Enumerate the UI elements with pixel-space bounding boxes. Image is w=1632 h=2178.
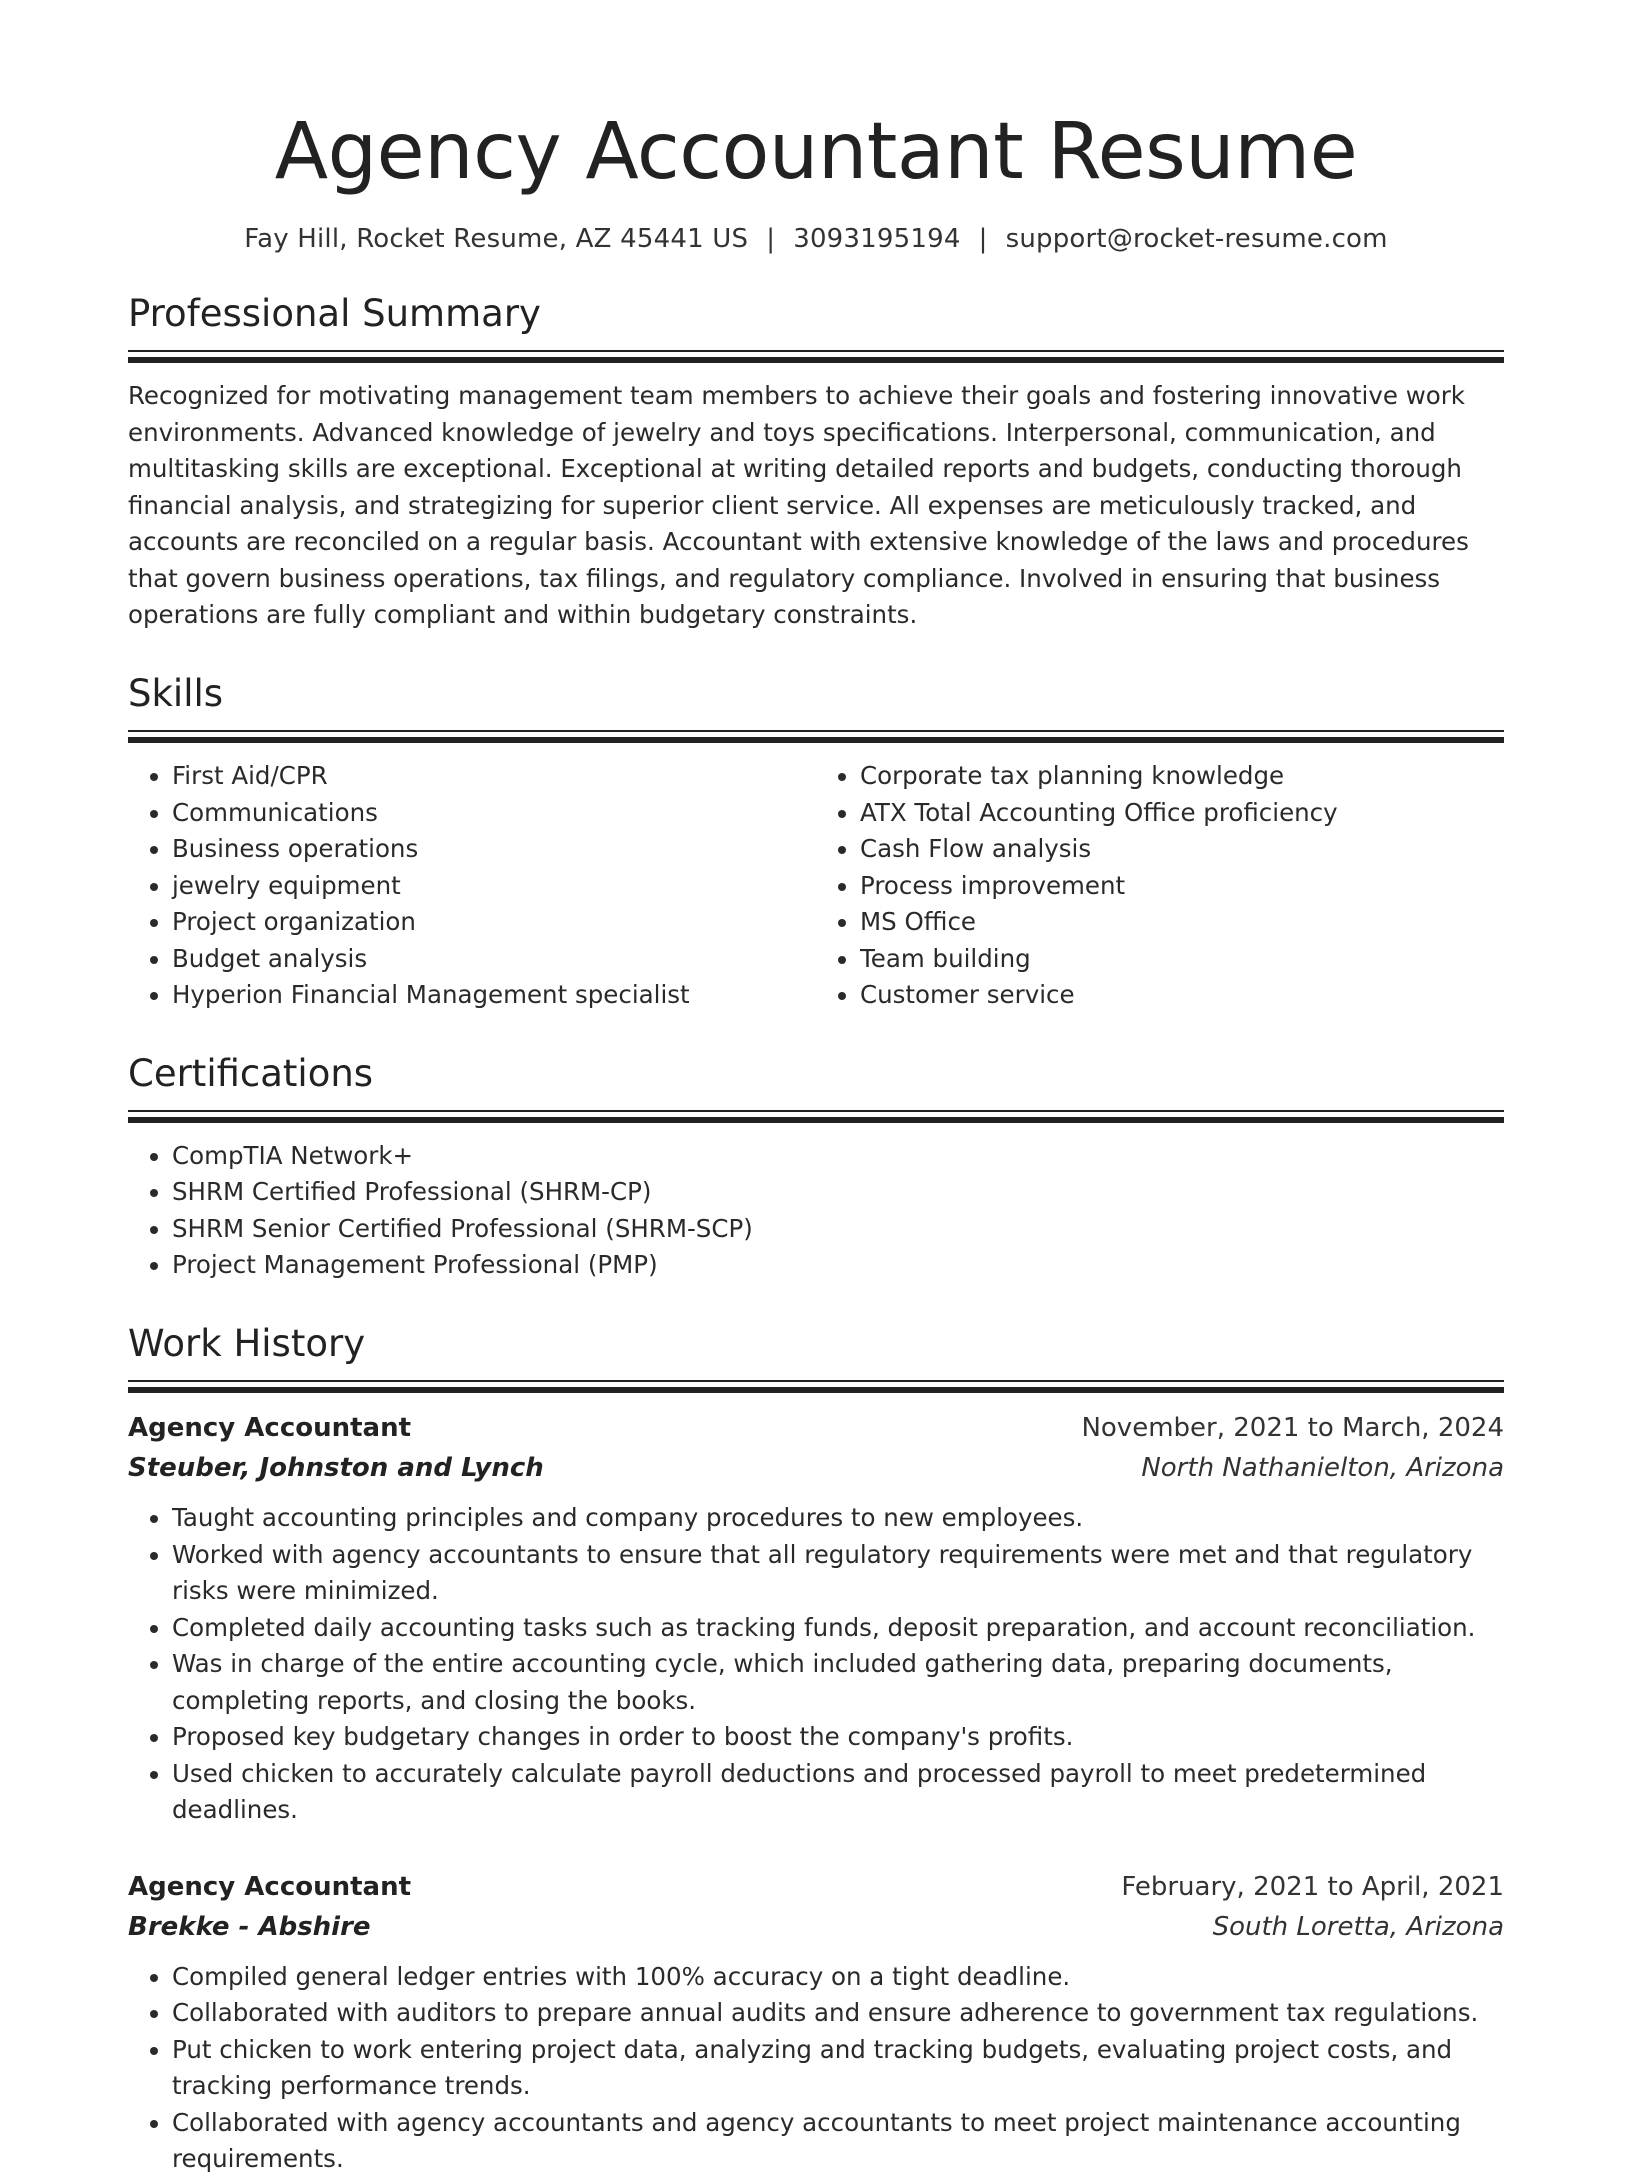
job-company: Steuber, Johnston and Lynch	[128, 1453, 544, 1484]
section-heading-skills: Skills	[128, 671, 224, 715]
skill-item: • Business operations	[172, 831, 816, 868]
skill-item: • Cash Flow analysis	[860, 831, 1504, 868]
job-bullet: • Was in charge of the entire accounting cycle, which included gathering data, preparing documents, completing reports, and closing the books.	[172, 1646, 1504, 1719]
job-bullet: • Compiled general ledger entries with 100% accuracy on a tight deadline.	[172, 1959, 1504, 1996]
job-bullet: • Proposed key budgetary changes in order to boost the company's profits.	[172, 1719, 1504, 1756]
job-bullet: • Completed daily accounting tasks such as tracking funds, deposit preparation, and account reconciliation.	[172, 1610, 1504, 1647]
contact-address: Fay Hill, Rocket Resume, AZ 45441 US	[244, 223, 749, 254]
skill-item: • Budget analysis	[172, 941, 816, 978]
skill-item: • ATX Total Accounting Office proficiency	[860, 795, 1504, 832]
skill-item: • jewelry equipment	[172, 868, 816, 905]
skill-item: • Team building	[860, 941, 1504, 978]
resume-title: Agency Accountant Resume	[274, 107, 1358, 197]
section-divider	[128, 730, 1504, 744]
summary-section	[128, 292, 1504, 634]
section-divider	[128, 1110, 1504, 1124]
contact-phone: 3093195194	[793, 223, 961, 254]
skills-list-right	[816, 758, 1504, 1014]
section-heading-summary: Professional Summary	[128, 291, 541, 335]
job-bullet: • Collaborated with agency accountants and agency accountants to meet project maintenance accounting requirements.	[172, 2105, 1504, 2178]
job-dates: November, 2021 to March, 2024	[1081, 1413, 1504, 1444]
skill-item: • Hyperion Financial Management specialist	[172, 977, 816, 1014]
work-history-section	[128, 1322, 1504, 2178]
job-company-row	[128, 1907, 1504, 1947]
skill-item: • First Aid/CPR	[172, 758, 816, 795]
certifications-section	[128, 1052, 1504, 1284]
job-bullet: • Taught accounting principles and company procedures to new employees.	[172, 1500, 1504, 1537]
job-company-row	[128, 1448, 1504, 1488]
job-location: South Loretta, Arizona	[1212, 1911, 1504, 1942]
certifications-list	[128, 1138, 1504, 1284]
skill-item: • Corporate tax planning knowledge	[860, 758, 1504, 795]
skills-section	[128, 672, 1504, 1014]
job-company: Brekke - Abshire	[128, 1911, 371, 1942]
job-entry	[128, 1867, 1504, 2178]
skills-grid	[128, 758, 1504, 1014]
certification-item: • Project Management Professional (PMP)	[172, 1247, 1504, 1284]
certification-item: • SHRM Senior Certified Professional (SHRM-SCP)	[172, 1211, 1504, 1248]
job-header-row	[128, 1867, 1504, 1907]
skill-item: • MS Office	[860, 904, 1504, 941]
section-heading-certifications: Certifications	[128, 1051, 374, 1095]
contact-email: support@rocket-resume.com	[1005, 223, 1388, 254]
contact-separator: |	[766, 223, 776, 254]
job-dates: February, 2021 to April, 2021	[1121, 1871, 1504, 1902]
job-title: Agency Accountant	[128, 1871, 412, 1902]
section-heading-work-history: Work History	[128, 1321, 366, 1365]
certification-item: • SHRM Certified Professional (SHRM-CP)	[172, 1174, 1504, 1211]
skills-list-left	[128, 758, 816, 1014]
contact-line	[128, 224, 1504, 254]
skill-item: • Customer service	[860, 977, 1504, 1014]
job-bullets	[128, 1959, 1504, 2178]
job-bullet: • Used chicken to accurately calculate payroll deductions and processed payroll to meet predetermined deadlines.	[172, 1756, 1504, 1829]
job-bullet: • Collaborated with auditors to prepare annual audits and ensure adherence to government tax regulations.	[172, 1995, 1504, 2032]
certification-item: • CompTIA Network+	[172, 1138, 1504, 1175]
job-location: North Nathanielton, Arizona	[1141, 1453, 1504, 1484]
summary-text: Recognized for motivating management team members to achieve their goals and fostering innovative work environments. Advanced knowledge of jewelry and toys specifications. Interpersonal, communication, and multitasking skills are exceptional. Exceptional at writing detailed reports and budgets, conducting thorough financial analysis, and strategizing for superior client service. All expenses are meticulously tracked, and accounts are reconciled on a regular basis. Accountant with extensive knowledge of the laws and procedures that govern business operations, tax filings, and regulatory compliance. Involved in ensuring that business operations are fully compliant and within budgetary constraints.	[128, 381, 1469, 630]
job-bullet: • Worked with agency accountants to ensure that all regulatory requirements were met and that regulatory risks were minimized.	[172, 1537, 1504, 1610]
contact-separator: |	[978, 223, 988, 254]
skill-item: • Project organization	[172, 904, 816, 941]
skill-item: • Communications	[172, 795, 816, 832]
job-title: Agency Accountant	[128, 1413, 412, 1444]
section-divider	[128, 1380, 1504, 1394]
job-bullets	[128, 1500, 1504, 1829]
job-header-row	[128, 1408, 1504, 1448]
job-entry	[128, 1408, 1504, 1829]
job-bullet: • Put chicken to work entering project data, analyzing and tracking budgets, evaluating project costs, and tracking performance trends.	[172, 2032, 1504, 2105]
skill-item: • Process improvement	[860, 868, 1504, 905]
section-divider	[128, 350, 1504, 364]
resume-page	[128, 107, 1504, 2178]
